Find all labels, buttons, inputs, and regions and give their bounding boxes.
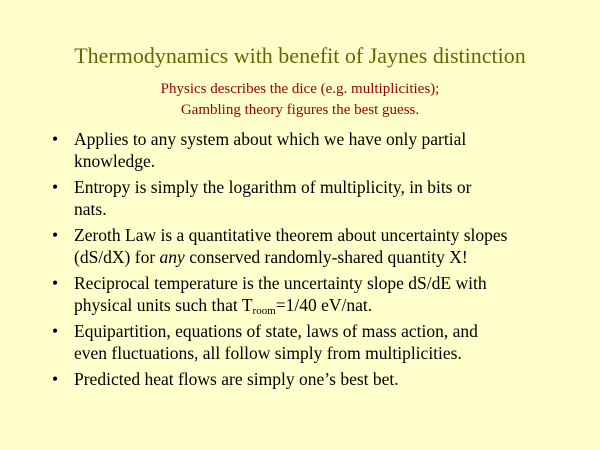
bullet-item-entropy (0, 176, 600, 220)
bullet-item-reciprocal-temperature (0, 272, 600, 316)
bullet-text-line-1: Applies to any system about which we have only partial (74, 129, 467, 149)
bullet-point-icon: • (52, 177, 59, 197)
bullet-item-heat-flows (0, 368, 600, 390)
bullet-point-icon: • (52, 273, 59, 293)
bullet-item-partial-knowledge (0, 128, 600, 172)
bullet-text-line-2: even fluctuations, all follow simply from multiplicities. (74, 343, 462, 363)
bullet-text-subscript: room (252, 305, 276, 317)
bullet-text-line-2: nats. (74, 199, 107, 219)
bullet-text-line-1: Predicted heat flows are simply one’s best bet. (74, 369, 399, 389)
bullet-text-line-1: Equipartition, equations of state, laws of mass action, and (74, 321, 478, 341)
bullet-text-segment: conserved randomly-shared quantity X! (184, 247, 468, 267)
bullet-point-icon: • (52, 369, 59, 389)
bullet-text-line-1: Entropy is simply the logarithm of multiplicity, in bits or (74, 177, 472, 197)
bullet-point-icon: • (52, 129, 59, 149)
bullet-text-emphasis: any (159, 247, 185, 267)
bullet-text-line-2: knowledge. (74, 151, 156, 171)
bullet-list (0, 128, 600, 394)
subtitle-line-2: Gambling theory figures the best guess. (180, 102, 420, 118)
bullet-text-segment: =1/40 eV/nat. (275, 295, 373, 315)
bullet-item-equipartition (0, 320, 600, 364)
bullet-text-line-2 (74, 246, 560, 268)
bullet-point-icon: • (52, 225, 59, 245)
slide-subtitle (0, 79, 600, 121)
bullet-item-zeroth-law (0, 224, 600, 268)
bullet-text-segment: (dS/dX) for (74, 247, 160, 267)
bullet-text-line-1: Reciprocal temperature is the uncertainty slope dS/dE with (74, 273, 487, 293)
slide-title: Thermodynamics with benefit of Jaynes distinction (74, 43, 526, 68)
bullet-point-icon: • (52, 321, 59, 341)
bullet-text-line-1: Zeroth Law is a quantitative theorem about uncertainty slopes (74, 225, 508, 245)
subtitle-line-1: Physics describes the dice (e.g. multiplicities); (160, 81, 440, 97)
bullet-text-segment: physical units such that T (74, 295, 253, 315)
bullet-text-line-2 (74, 294, 560, 316)
